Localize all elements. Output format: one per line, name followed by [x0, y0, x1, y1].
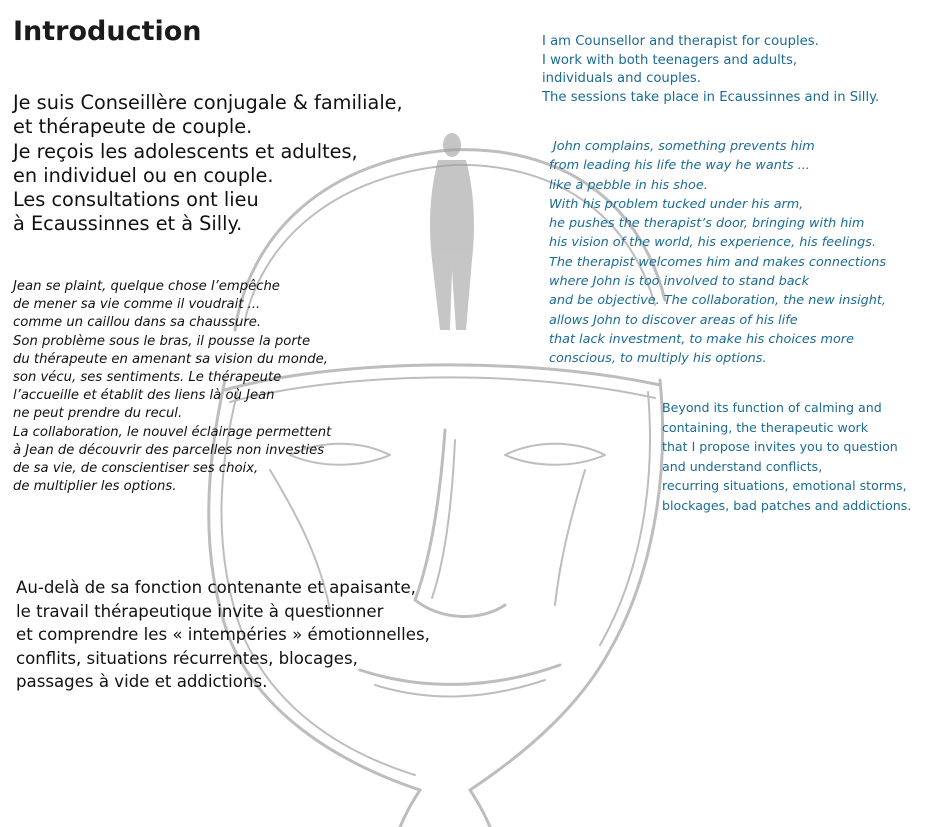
french-intro-line: Les consultations ont lieu: [13, 188, 259, 212]
french-work-line: et comprendre les « intempéries » émotionnelles,: [16, 625, 430, 644]
english-story-line: With his problem tucked under his arm,: [549, 196, 804, 212]
english-story-line: where John is too involved to stand back: [549, 274, 809, 290]
english-work-line: blockages, bad patches and addictions.: [662, 497, 912, 513]
french-work-line: conflits, situations récurrentes, blocages,: [16, 648, 358, 668]
french-intro-line: Je reçois les adolescents et adultes,: [13, 139, 358, 163]
english-story-line: from leading his life the way he wants ...: [549, 158, 810, 174]
english-work-line: that I propose invites you to question: [662, 439, 898, 455]
french-intro-line: Je suis Conseillère conjugale & familiale,: [13, 91, 403, 114]
english-work-line: Beyond its function of calming and: [662, 400, 882, 415]
english-story-paragraph: [549, 137, 886, 369]
english-story-line: like a pebble in his shoe.: [549, 177, 708, 193]
english-story-line: his vision of the world, his experience, his feelings.: [549, 235, 877, 251]
english-work-line: and understand conflicts,: [662, 458, 823, 474]
french-intro-paragraph: [13, 91, 403, 237]
french-story-line: Jean se plaint, quelque chose l’empêche: [13, 279, 280, 294]
french-intro-line: et thérapeute de couple.: [13, 115, 253, 139]
french-story-line: de mener sa vie comme il voudrait ...: [13, 297, 261, 313]
french-work-line: le travail thérapeutique invite à questionner: [16, 601, 384, 621]
english-intro-paragraph: [542, 33, 879, 107]
english-work-paragraph: [662, 398, 911, 516]
english-intro-line: individuals and couples.: [542, 71, 701, 87]
english-story-line: John complains, something prevents him: [553, 139, 815, 154]
english-story-line: and be objective. The collaboration, the new insight,: [549, 293, 886, 309]
french-story-line: son vécu, ses sentiments. Le thérapeute: [13, 370, 282, 386]
french-story-paragraph: [13, 278, 331, 496]
english-intro-line: I am Counsellor and therapist for couples.: [542, 34, 819, 49]
french-intro-line: en individuel ou en couple.: [13, 163, 274, 187]
french-story-line: Son problème sous le bras, il pousse la porte: [13, 333, 311, 349]
english-story-line: allows John to discover areas of his life: [549, 312, 798, 328]
english-story-line: The therapist welcomes him and makes connections: [549, 254, 887, 270]
french-story-line: du thérapeute en amenant sa vision du monde,: [13, 351, 328, 367]
french-intro-line: à Ecaussinnes et à Silly.: [13, 212, 243, 236]
english-story-line: conscious, to multiply his options.: [549, 351, 767, 367]
english-intro-line: The sessions take place in Ecaussinnes and in Silly.: [542, 89, 880, 105]
english-work-line: containing, the therapeutic work: [662, 419, 869, 435]
french-work-line: passages à vide et addictions.: [16, 672, 268, 691]
french-work-line: Au-delà de sa fonction contenante et apaisante,: [16, 578, 416, 597]
english-work-line: recurring situations, emotional storms,: [662, 478, 907, 494]
french-story-line: à Jean de découvrir des parcelles non investies: [13, 442, 325, 458]
english-story-line: he pushes the therapist’s door, bringing with him: [549, 216, 865, 232]
french-story-line: de multiplier les options.: [13, 479, 177, 495]
french-work-paragraph: [16, 576, 430, 694]
french-story-line: La collaboration, le nouvel éclairage permettent: [13, 424, 332, 440]
french-story-line: de sa vie, de conscientiser ses choix,: [13, 461, 259, 477]
french-story-line: ne peut prendre du recul.: [13, 406, 183, 422]
english-intro-line: I work with both teenagers and adults,: [542, 52, 798, 68]
page-title: Introduction: [13, 16, 202, 47]
french-story-line: comme un caillou dans sa chaussure.: [13, 315, 262, 331]
french-story-line: l’accueille et établit des liens là où Jean: [13, 388, 275, 404]
english-story-line: that lack investment, to make his choices more: [549, 331, 854, 347]
